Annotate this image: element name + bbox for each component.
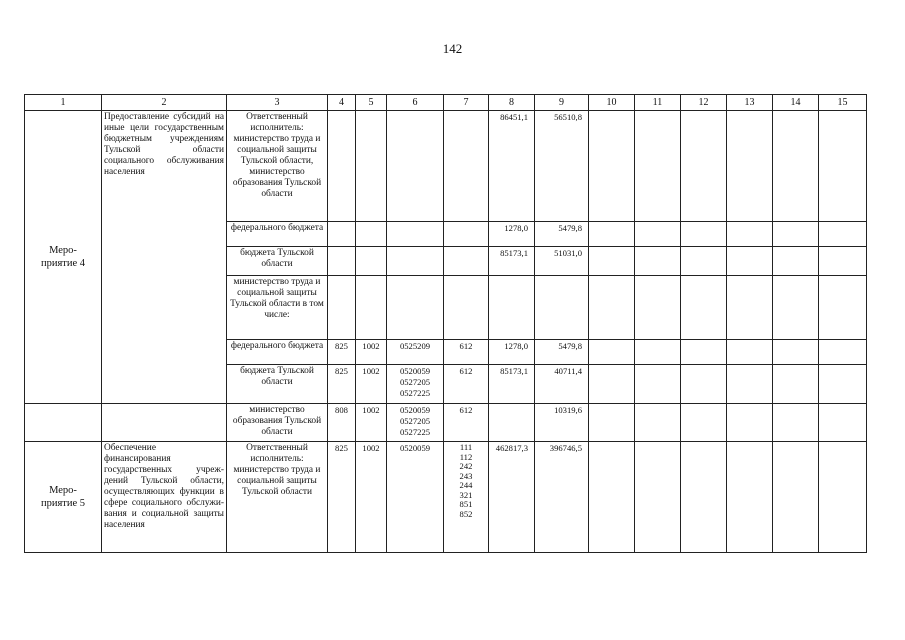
col-header: 15 — [819, 95, 867, 111]
cell — [681, 276, 727, 340]
col-header: 13 — [727, 95, 773, 111]
cell — [635, 442, 681, 553]
col-header: 3 — [227, 95, 328, 111]
cell — [635, 340, 681, 365]
cell — [727, 365, 773, 404]
cell-amount: 85173,1 — [489, 247, 535, 276]
cell-amount: 396746,5 — [535, 442, 589, 553]
cell-amount: 1278,0 — [489, 222, 535, 247]
cell-amount: 56510,8 — [535, 111, 589, 222]
cell — [681, 111, 727, 222]
page-number: 142 — [442, 41, 463, 56]
cell-amount: 40711,4 — [535, 365, 589, 404]
cell: 825 — [328, 365, 356, 404]
cell — [635, 111, 681, 222]
cell — [635, 404, 681, 442]
cell — [589, 247, 635, 276]
cell: 1002 — [356, 442, 387, 553]
col-header: 1 — [25, 95, 102, 111]
cell — [444, 247, 489, 276]
cell-executor: министерство образования Тульской области — [227, 404, 328, 442]
cell — [819, 404, 867, 442]
cell — [589, 222, 635, 247]
cell — [681, 442, 727, 553]
cell-codes: 0520059 0527205 0527225 — [387, 365, 444, 404]
budget-table — [24, 94, 867, 553]
cell-source: федерального бюджета — [227, 340, 328, 365]
cell — [635, 247, 681, 276]
cell — [102, 404, 227, 442]
cell-amount — [489, 404, 535, 442]
header-row — [25, 95, 867, 111]
cell — [589, 404, 635, 442]
cell: 612 — [444, 404, 489, 442]
cell — [356, 111, 387, 222]
cell — [727, 247, 773, 276]
cell-amount — [489, 276, 535, 340]
cell — [681, 247, 727, 276]
cell — [589, 111, 635, 222]
cell — [387, 276, 444, 340]
measure-4-label: Меро- приятие 4 — [25, 111, 102, 404]
cell — [589, 276, 635, 340]
cell — [819, 442, 867, 553]
cell — [727, 111, 773, 222]
cell — [727, 442, 773, 553]
cell-amount: 5479,8 — [535, 340, 589, 365]
cell-source: бюджета Тульской области — [227, 365, 328, 404]
cell-amount: 10319,6 — [535, 404, 589, 442]
cell — [328, 276, 356, 340]
col-header: 2 — [102, 95, 227, 111]
cell — [773, 222, 819, 247]
cell — [589, 365, 635, 404]
cell — [328, 247, 356, 276]
cell — [773, 365, 819, 404]
col-header: 11 — [635, 95, 681, 111]
cell — [356, 222, 387, 247]
cell — [727, 404, 773, 442]
cell — [444, 111, 489, 222]
cell-codes: 111 112 242 243 244 321 851 852 — [444, 442, 489, 553]
cell — [328, 111, 356, 222]
cell: 0520059 — [387, 442, 444, 553]
cell-amount: 462817,3 — [489, 442, 535, 553]
measure-4-description: Предоставление субсидий на иные цели государственным бюджетным учреждениям Тульской области социального обслуживания населения — [102, 111, 227, 404]
col-header: 4 — [328, 95, 356, 111]
cell: 1002 — [356, 340, 387, 365]
table-row — [25, 442, 867, 553]
cell-executor: Ответственный исполнитель: министерство труда и социальной защиты Тульской области, министерство образования Тульской области — [227, 111, 328, 222]
cell — [819, 247, 867, 276]
table-row — [25, 404, 867, 442]
cell-codes: 0520059 0527205 0527225 — [387, 404, 444, 442]
cell — [387, 222, 444, 247]
cell — [727, 276, 773, 340]
cell — [387, 247, 444, 276]
cell: 0525209 — [387, 340, 444, 365]
cell: 612 — [444, 340, 489, 365]
col-header: 10 — [589, 95, 635, 111]
cell — [773, 276, 819, 340]
cell: 1002 — [356, 365, 387, 404]
cell — [635, 365, 681, 404]
cell-executor: министерство труда и социальной защиты Тульской области в том числе: — [227, 276, 328, 340]
cell — [819, 365, 867, 404]
cell — [681, 222, 727, 247]
cell — [328, 222, 356, 247]
cell — [727, 340, 773, 365]
cell — [681, 404, 727, 442]
cell — [681, 365, 727, 404]
cell-amount: 5479,8 — [535, 222, 589, 247]
col-header: 7 — [444, 95, 489, 111]
cell — [773, 442, 819, 553]
cell-amount: 85173,1 — [489, 365, 535, 404]
col-header: 9 — [535, 95, 589, 111]
cell-source: бюджета Тульской области — [227, 247, 328, 276]
cell-amount: 51031,0 — [535, 247, 589, 276]
cell — [444, 276, 489, 340]
cell — [727, 222, 773, 247]
col-header: 8 — [489, 95, 535, 111]
cell-amount — [535, 276, 589, 340]
cell — [819, 111, 867, 222]
cell: 612 — [444, 365, 489, 404]
table-row — [25, 111, 867, 222]
cell — [773, 340, 819, 365]
col-header: 14 — [773, 95, 819, 111]
cell — [773, 404, 819, 442]
measure-5-label: Меро- приятие 5 — [25, 442, 102, 553]
cell — [589, 442, 635, 553]
cell — [387, 111, 444, 222]
col-header: 6 — [387, 95, 444, 111]
cell — [773, 111, 819, 222]
cell-amount: 1278,0 — [489, 340, 535, 365]
measure-5-description: Обеспечение финансирования государственных учреж-дений Тульской области, осуществляющих функции в сфере социального обслужи-вания и социальной защиты населения — [102, 442, 227, 553]
cell — [356, 247, 387, 276]
cell — [681, 340, 727, 365]
cell — [25, 404, 102, 442]
cell — [635, 222, 681, 247]
cell-source: федерального бюджета — [227, 222, 328, 247]
col-header: 5 — [356, 95, 387, 111]
cell: 808 — [328, 404, 356, 442]
cell: 825 — [328, 442, 356, 553]
cell-amount: 86451,1 — [489, 111, 535, 222]
cell: 825 — [328, 340, 356, 365]
cell — [356, 276, 387, 340]
cell — [635, 276, 681, 340]
col-header: 12 — [681, 95, 727, 111]
cell — [773, 247, 819, 276]
cell — [819, 340, 867, 365]
cell: 1002 — [356, 404, 387, 442]
cell — [589, 340, 635, 365]
cell-executor: Ответственный исполнитель: министерство труда и социальной защиты Тульской области — [227, 442, 328, 553]
cell — [819, 222, 867, 247]
cell — [444, 222, 489, 247]
cell — [819, 276, 867, 340]
